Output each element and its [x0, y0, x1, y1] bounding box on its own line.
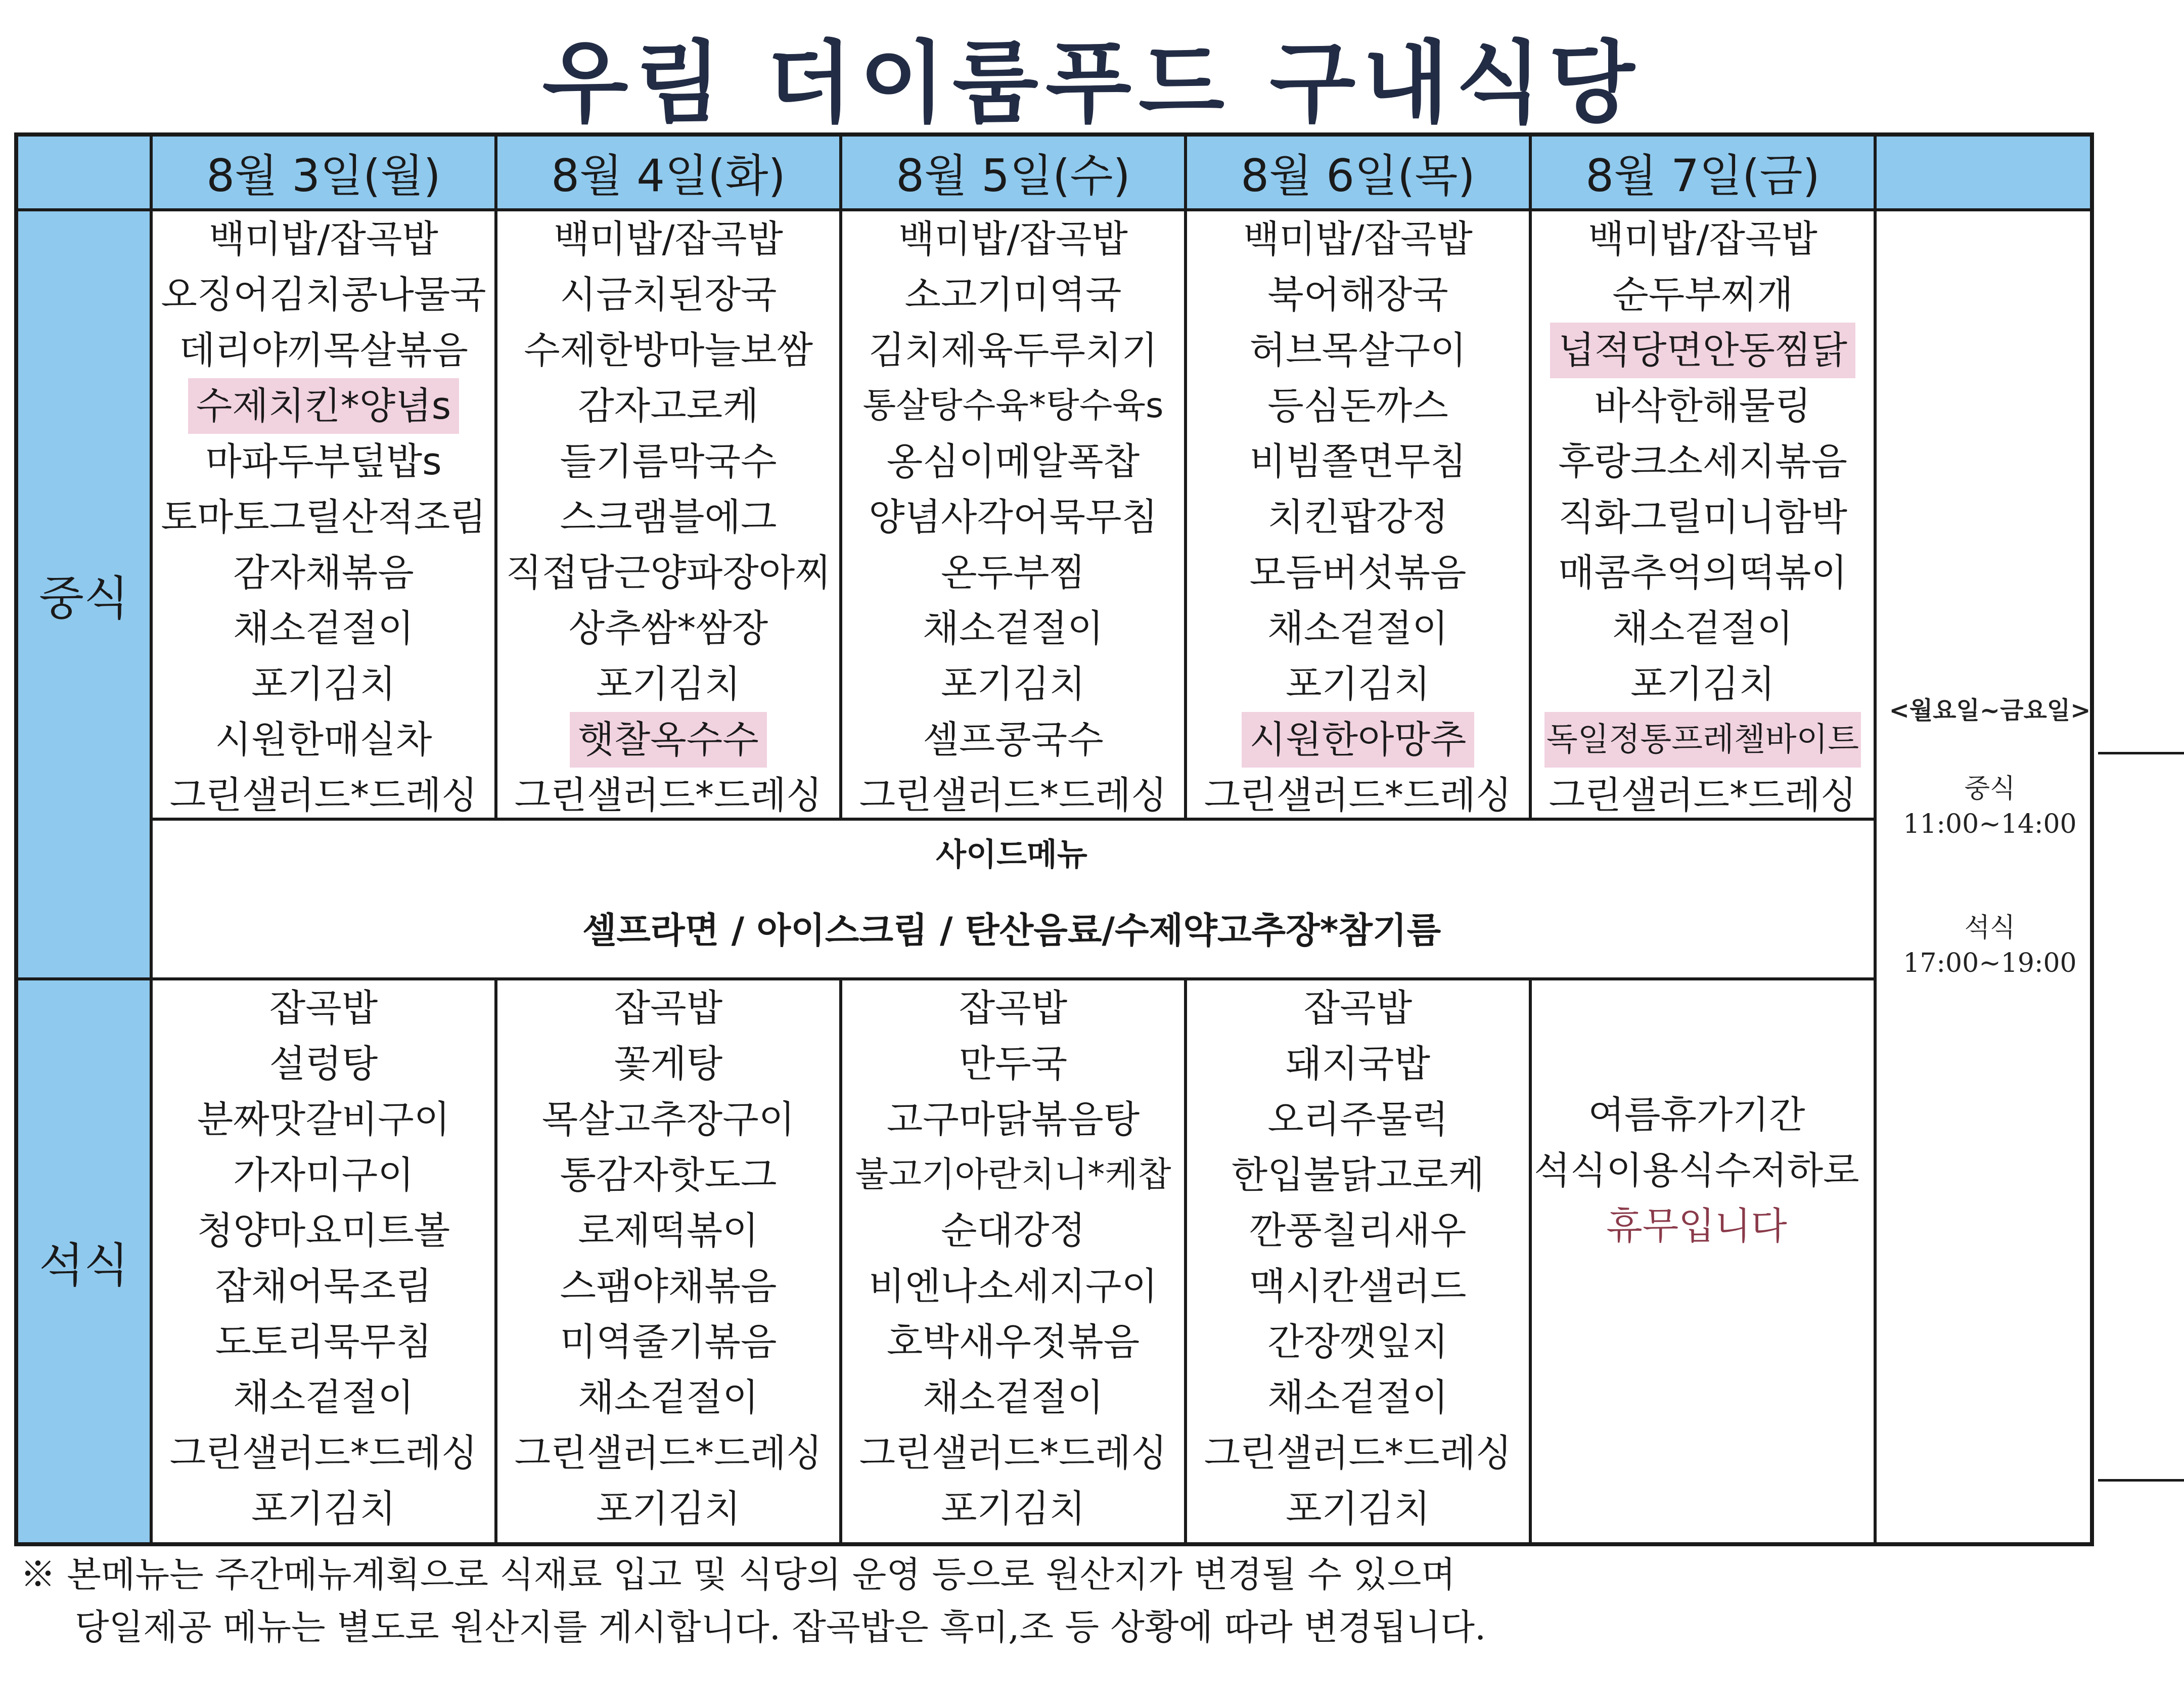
- menu-item: 백미밥/잡곡밥: [898, 217, 1128, 261]
- menu-table: [14, 132, 2094, 1546]
- footnote-line-1: ※ 본메뉴는 주간메뉴계획으로 식재료 입고 및 식당의 운영 등으로 원산지가 변경될 수 있으며: [20, 1554, 1455, 1595]
- menu-item: 그린샐러드*드레싱: [169, 774, 478, 817]
- edge-tick-top: [2098, 752, 2184, 754]
- menu-item: 허브목살구이: [1249, 329, 1467, 372]
- menu-item: 상추쌈*쌈장: [568, 607, 768, 650]
- menu-item: 비엔나소세지구이: [869, 1265, 1158, 1308]
- menu-item: 채소겉절이: [1612, 607, 1793, 650]
- menu-item-highlighted: 수제치킨*양념s: [188, 378, 459, 434]
- hours-lunch-label: 중식: [1964, 774, 2016, 804]
- menu-item: 포기김치: [251, 1487, 396, 1531]
- menu-item: 돼지국밥: [1286, 1042, 1430, 1086]
- menu-item: 청양마요미트볼: [197, 1209, 450, 1252]
- menu-item: 불고기아란치니*케찹: [855, 1155, 1171, 1195]
- menu-item: 소고기미역국: [904, 273, 1122, 317]
- day-header-mon: 8월 3일(월): [206, 150, 441, 202]
- dinner-col-divider-4: [1529, 977, 1532, 1542]
- lunch-label: 중식: [39, 571, 129, 625]
- menu-item: 비빔쫄면무침: [1249, 440, 1467, 483]
- friday-closed-line-2: 석식이용식수저하로: [1534, 1149, 1859, 1192]
- menu-item: 백미밥/잡곡밥: [554, 217, 783, 261]
- menu-item: 등심돈까스: [1267, 384, 1448, 428]
- day-header-wed: 8월 5일(수): [896, 150, 1130, 202]
- dinner-column-thu: [1187, 980, 1529, 1537]
- menu-item: 시금치된장국: [560, 273, 777, 317]
- menu-item: 그린샐러드*드레싱: [859, 774, 1167, 817]
- hours-range: <월요일~금요일>: [1889, 696, 2091, 725]
- menu-item: 그린샐러드*드레싱: [1549, 774, 1857, 817]
- menu-item: 포기김치: [941, 1487, 1085, 1531]
- menu-item: 채소겉절이: [1267, 1376, 1448, 1419]
- menu-item: 만두국: [959, 1042, 1068, 1086]
- menu-item: 포기김치: [1286, 1487, 1430, 1531]
- menu-item: 그린샐러드*드레싱: [514, 1431, 823, 1475]
- menu-item: 후랑크소세지볶음: [1558, 440, 1847, 483]
- menu-item: 들기름막국수: [560, 440, 777, 483]
- footnote-line-2: 당일제공 메뉴는 별도로 원산지를 게시합니다. 잡곡밥은 흑미,조 등 상황에 따라 변경됩니다.: [75, 1606, 1486, 1648]
- menu-item: 스팸야채볶음: [560, 1265, 777, 1308]
- menu-item: 그린샐러드*드레싱: [859, 1431, 1167, 1475]
- menu-item: 오리주물럭: [1267, 1098, 1448, 1141]
- menu-item: 호박새우젓볶음: [886, 1320, 1140, 1364]
- menu-item-highlighted: 시원한아망추: [1242, 712, 1475, 768]
- menu-item: 잡곡밥: [614, 987, 723, 1030]
- menu-item: 가자미구이: [233, 1153, 414, 1197]
- hours-lunch-time: 11:00~14:00: [1903, 809, 2077, 839]
- menu-item: 그린샐러드*드레싱: [514, 774, 823, 817]
- menu-item: 잡곡밥: [269, 987, 378, 1030]
- menu-item: 감자채볶음: [233, 551, 414, 595]
- menu-item: 잡곡밥: [959, 987, 1068, 1030]
- footnote: [20, 1548, 2144, 1653]
- menu-item: 옹심이메알폭찹: [886, 440, 1140, 483]
- lunch-column-mon: [153, 211, 494, 823]
- menu-item: 매콤추억의떡볶이: [1558, 551, 1847, 595]
- menu-item: 치킨팝강정: [1267, 496, 1448, 539]
- menu-item-highlighted: 넙적당면안동찜닭: [1550, 323, 1855, 378]
- hours-dinner-time: 17:00~19:00: [1903, 948, 2077, 978]
- menu-item: 김치제육두루치기: [869, 329, 1158, 372]
- menu-item: 채소겉절이: [923, 1376, 1104, 1419]
- menu-item: 북어해장국: [1267, 273, 1448, 317]
- menu-item: 모듬버섯볶음: [1249, 551, 1467, 595]
- friday-closed-line-3: 휴무입니다: [1606, 1204, 1787, 1248]
- lunch-column-wed: [842, 211, 1184, 823]
- edge-tick-bottom: [2098, 1479, 2184, 1482]
- menu-item: 통살탕수육*탕수육s: [862, 386, 1164, 426]
- menu-item: 수제한방마늘보쌈: [524, 329, 813, 372]
- menu-item-highlighted: 독일정통프레첼바이트: [1544, 712, 1861, 768]
- menu-item: 백미밥/잡곡밥: [209, 217, 438, 261]
- day-header-fri: 8월 7일(금): [1585, 150, 1820, 202]
- menu-item: 양념사각어묵무침: [869, 496, 1158, 539]
- menu-item: 목살고추장구이: [541, 1098, 795, 1141]
- col-divider-info: [1874, 137, 1877, 1542]
- menu-item-highlighted: 햇찰옥수수: [570, 712, 766, 768]
- side-menu-title: 사이드메뉴: [936, 836, 1087, 873]
- menu-item: 잡채어묵조림: [215, 1265, 432, 1308]
- menu-item: 감자고로케: [578, 384, 759, 428]
- hours-dinner-label: 석식: [1964, 913, 2016, 943]
- dinner-column-tue: [497, 980, 839, 1537]
- lunch-column-tue: [497, 211, 839, 823]
- menu-item: 분짜맛갈비구이: [197, 1098, 450, 1141]
- menu-item: 그린샐러드*드레싱: [1204, 1431, 1512, 1475]
- friday-closed-line-1: 여름휴가기간: [1588, 1093, 1805, 1137]
- menu-item: 직화그릴미니함박: [1558, 496, 1847, 539]
- menu-item: 도토리묵무침: [215, 1320, 432, 1364]
- menu-item: 포기김치: [941, 662, 1085, 706]
- menu-item: 마파두부덮밥s: [205, 440, 442, 483]
- menu-item: 포기김치: [1630, 662, 1775, 706]
- menu-item: 직접담근양파장아찌: [506, 551, 831, 595]
- menu-item: 그린샐러드*드레싱: [169, 1431, 478, 1475]
- menu-item: 온두부찜: [941, 551, 1085, 595]
- menu-item: 채소겉절이: [923, 607, 1104, 650]
- menu-item: 로제떡볶이: [578, 1209, 759, 1252]
- menu-item: 바삭한해물링: [1594, 384, 1811, 428]
- menu-item: 채소겉절이: [233, 1376, 414, 1419]
- day-header-tue: 8월 4일(화): [551, 150, 786, 202]
- menu-item: 포기김치: [596, 1487, 741, 1531]
- menu-item: 설렁탕: [269, 1042, 378, 1086]
- menu-item: 순두부찌개: [1612, 273, 1793, 317]
- day-header-thu: 8월 6일(목): [1241, 150, 1475, 202]
- menu-item: 포기김치: [1286, 662, 1430, 706]
- menu-item: 채소겉절이: [578, 1376, 759, 1419]
- menu-item: 백미밥/잡곡밥: [1588, 217, 1817, 261]
- side-menu-items: 셀프라면 / 아이스크림 / 탄산음료/수제약고추장*참기름: [582, 910, 1441, 951]
- lunch-column-thu: [1187, 211, 1529, 823]
- menu-item: 맥시칸샐러드: [1249, 1265, 1467, 1308]
- menu-item: 통감자핫도그: [560, 1153, 777, 1197]
- page-title: 우림 더이룸푸드 구내식당: [542, 31, 1642, 135]
- dinner-column-mon: [153, 980, 494, 1537]
- menu-item: 한입불닭고로케: [1231, 1153, 1485, 1197]
- menu-item: 미역줄기볶음: [560, 1320, 777, 1364]
- menu-item: 셀프콩국수: [923, 718, 1104, 762]
- menu-item: 순대강정: [941, 1209, 1085, 1252]
- menu-item: 스크램블에그: [560, 496, 777, 539]
- menu-item: 데리야끼목살볶음: [179, 329, 468, 372]
- dinner-label: 석식: [39, 1238, 129, 1292]
- menu-item: 토마토그릴산적조림: [161, 496, 486, 539]
- menu-item: 백미밥/잡곡밥: [1243, 217, 1473, 261]
- menu-item: 포기김치: [596, 662, 741, 706]
- menu-item: 채소겉절이: [1267, 607, 1448, 650]
- menu-item: 간장깻잎지: [1267, 1320, 1448, 1364]
- menu-item: 그린샐러드*드레싱: [1204, 774, 1512, 817]
- dinner-column-wed: [842, 980, 1184, 1537]
- lunch-column-fri: [1532, 211, 1874, 823]
- menu-item: 고구마닭볶음탕: [886, 1098, 1140, 1141]
- menu-item: 잡곡밥: [1303, 987, 1413, 1030]
- menu-item: 꽃게탕: [614, 1042, 723, 1086]
- menu-item: 채소겉절이: [233, 607, 414, 650]
- menu-item: 포기김치: [251, 662, 396, 706]
- menu-item: 오징어김치콩나물국: [161, 273, 486, 317]
- menu-item: 시원한매실차: [215, 718, 432, 762]
- menu-item: 깐풍칠리새우: [1249, 1209, 1467, 1252]
